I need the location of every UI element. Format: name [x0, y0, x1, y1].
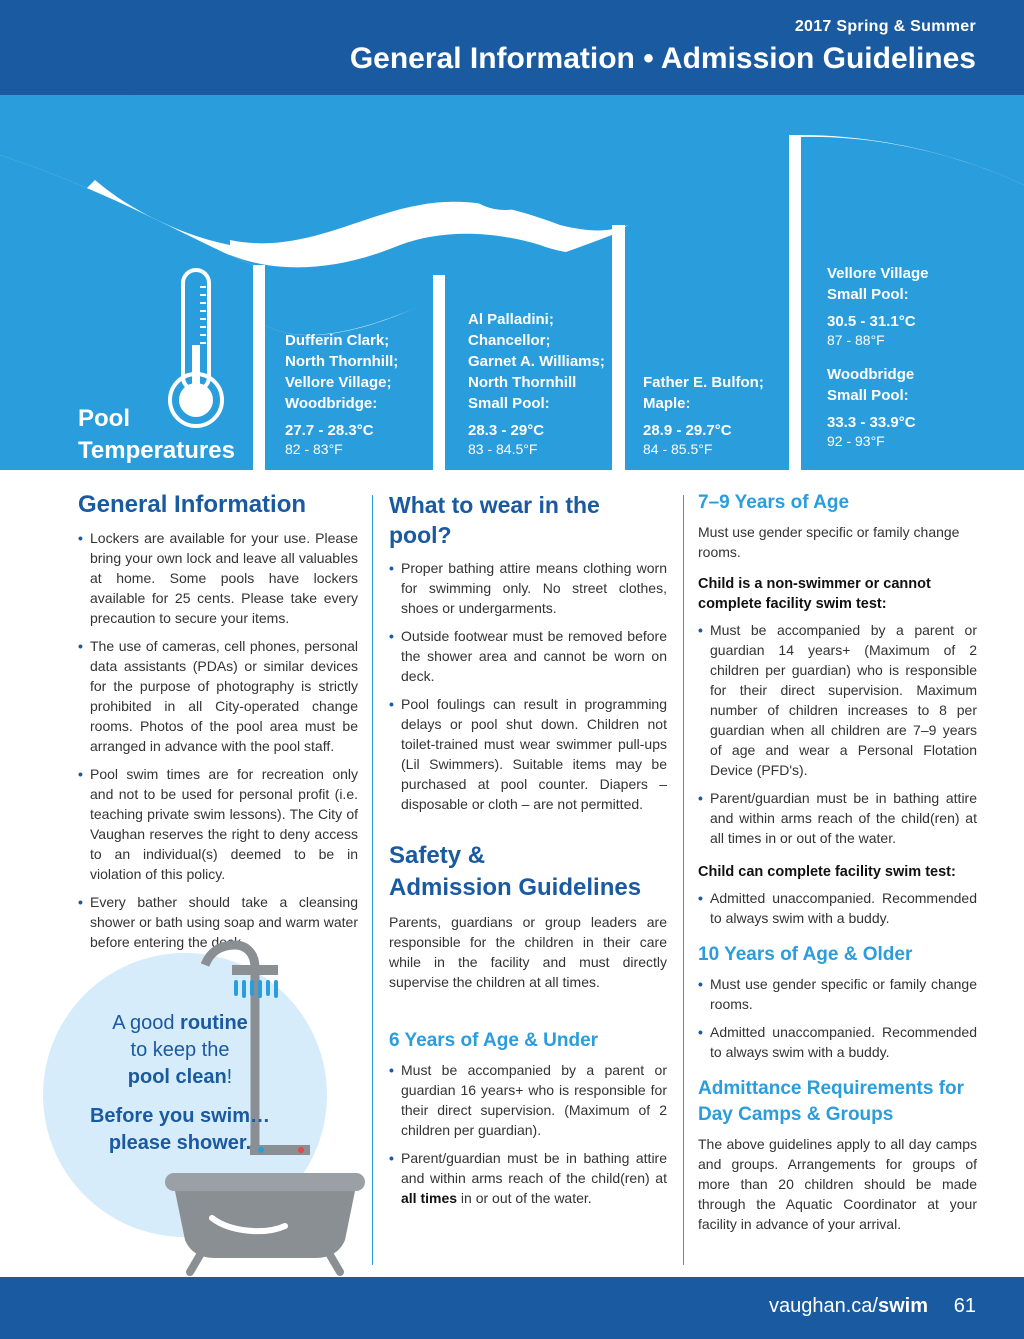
page-title: General Information • Admission Guidelines — [349, 42, 976, 75]
list-item: • Must use gender specific or family change rooms. — [698, 974, 977, 1014]
list-item — [389, 1148, 667, 1208]
bathtub-rim — [165, 1173, 365, 1191]
shower-line-emphasis: routine — [180, 1012, 248, 1034]
list-item: • Admitted unaccompanied. Recommended to always swim with a buddy. — [698, 1022, 977, 1062]
pool-name: Al Palladini; — [468, 311, 554, 328]
right-column — [698, 490, 977, 1234]
page-footer — [0, 1277, 1024, 1339]
pool-name: Small Pool: — [827, 387, 909, 404]
shower-line: please shower. — [108, 1132, 252, 1154]
list-item: • Must be accompanied by a parent or guardian 16 years+ who is responsible for their direct supervision. (Maximum of 2 children per guardian). — [389, 1060, 667, 1140]
what-to-wear-heading: What to wear in the pool? — [389, 492, 600, 548]
temp-fahrenheit: 82 - 83°F — [285, 441, 343, 457]
footer-url[interactable] — [769, 1295, 928, 1318]
non-swimmer-subheading: Child is a non-swimmer or cannot complete facility swim test: — [698, 576, 931, 612]
camps-text: The above guidelines apply to all day camps and groups. Arrangements for groups of more than 20 children should be made through the Aquatic Coordinator at your facility in advance of your arrival. — [698, 1136, 977, 1232]
pool-name: Maple: — [643, 395, 691, 412]
shower-line: Before you swim… — [89, 1105, 271, 1127]
footer-url-base: vaughan.ca/ — [768, 1295, 878, 1317]
list-item: • Parent/guardian must be in bathing attire and within arms reach of the child(ren) at all times in or out of the water. — [698, 788, 977, 848]
pool-name: Dufferin Clark; — [285, 332, 390, 349]
temp-fahrenheit: 87 - 88°F — [827, 332, 885, 348]
temp-column-2 — [468, 309, 605, 457]
list-item: • Pool swim times are for recreation only and not to be used for personal profit (i.e. teaching private swim lessons). The City of Vaughan reserves the right to deny access to an individual(s) deemed to be in violation of this policy. — [78, 764, 358, 884]
pool-name: North Thornhill; — [285, 353, 399, 370]
list-item: • Must be accompanied by a parent or guardian 14 years+ (Maximum of 2 children per guardian) who is responsible for their direct supervision. Maximum number of children increases to 8 per guardian when all children are 7–9 years of age and wear a Personal Flotation Device (PFD's). — [698, 620, 977, 780]
list-item-text: Parent/guardian must be in bathing attire and within arms reach of the child(ren) at — [401, 1150, 667, 1186]
temp-fahrenheit: 83 - 84.5°F — [468, 441, 538, 457]
temp-celsius: 28.3 - 29°C — [468, 422, 545, 439]
pool-name: Woodbridge — [827, 366, 915, 383]
shower-line: to keep the — [130, 1039, 230, 1061]
pool-label-line2: Temperatures — [78, 437, 235, 464]
pool-name: Chancellor; — [468, 332, 551, 349]
temp-celsius: 28.9 - 29.7°C — [643, 422, 732, 439]
list-item-emphasis: all times — [401, 1190, 458, 1206]
list-item: • Outside footwear must be removed before the shower area and cannot be worn on deck. — [389, 626, 667, 686]
footer-url-path: swim — [877, 1295, 928, 1317]
safety-heading — [389, 840, 667, 904]
list-item: • Lockers are available for your use. Please bring your own lock and leave all valuables at home. Some pools have lockers available for 25 cents. Please take every precaution to secure your items. — [78, 528, 358, 628]
pool-name: Small Pool: — [468, 395, 550, 412]
column-divider — [683, 495, 684, 1265]
age-7-9-intro: Must use gender specific or family change rooms. — [698, 524, 960, 560]
bathtub-icon — [175, 1191, 355, 1258]
list-item: • Admitted unaccompanied. Recommended to always swim with a buddy. — [698, 888, 977, 928]
season-label: 2017 Spring & Summer — [794, 18, 976, 35]
temp-column-1 — [285, 330, 398, 457]
general-information-heading: General Information — [78, 491, 307, 518]
pool-name: North Thornhill — [468, 374, 577, 391]
camps-heading-line1: Admittance Requirements for — [698, 1078, 965, 1099]
safety-heading-line2: Admission Guidelines — [389, 874, 642, 901]
middle-column — [389, 490, 667, 1208]
safety-intro: Parents, guardians or group leaders are responsible for the children in their care while in the facility and must directly supervise the children at all times. — [389, 914, 667, 990]
pool-name: Father E. Bulfon; — [643, 374, 764, 391]
temp-column-4 — [827, 263, 928, 449]
temp-celsius: 33.3 - 33.9°C — [827, 414, 916, 431]
shower-line: ! — [226, 1066, 233, 1088]
pool-name: Vellore Village; — [285, 374, 392, 391]
list-item: • Pool foulings can result in programming delays or pool shut down. Children not toilet-trained must wear swimmer pull-ups (Lil Swimmers). Suitable items may be purchased at pool counter. Diapers – disposable or cloth – are not permitted. — [389, 694, 667, 814]
column-divider — [372, 495, 373, 1265]
pool-name: Vellore Village — [827, 265, 929, 282]
pool-temperature-hero — [0, 95, 1024, 475]
list-item-text: in or out of the water. — [457, 1190, 592, 1206]
age-7-9-heading: 7–9 Years of Age — [698, 492, 850, 513]
age-10-heading: 10 Years of Age & Older — [698, 944, 913, 965]
swimmer-head — [450, 100, 560, 210]
temp-celsius: 27.7 - 28.3°C — [285, 422, 374, 439]
shower-message — [70, 1010, 290, 1157]
pool-label-line1: Pool — [78, 405, 130, 432]
list-item: • The use of cameras, cell phones, personal data assistants (PDAs) or similar devices for the purpose of photography is strictly prohibited in all City-operated change rooms. Photos of the pool area must be arranged in advance with the pool staff. — [78, 636, 358, 756]
camps-heading-line2: Day Camps & Groups — [698, 1104, 894, 1125]
general-information-section — [78, 490, 358, 952]
pool-name: Woodbridge: — [285, 395, 378, 412]
list-item: • Proper bathing attire means clothing worn for swimming only. No street clothes, shoes or undergarments. — [389, 558, 667, 618]
shower-line-emphasis: pool clean — [127, 1066, 227, 1088]
pool-temperatures-label — [78, 403, 235, 467]
temp-celsius: 30.5 - 31.1°C — [827, 313, 916, 330]
camps-heading — [698, 1076, 977, 1128]
pool-name: Garnet A. Williams; — [468, 353, 605, 370]
page-header — [0, 0, 1024, 95]
list-item: • Every bather should take a cleansing shower or bath using soap and warm water before entering the deck. — [78, 892, 358, 952]
page-number: 61 — [953, 1295, 976, 1317]
safety-heading-line1: Safety & — [389, 842, 486, 869]
shower-head-icon — [232, 965, 278, 975]
shower-line: A good — [112, 1012, 181, 1034]
temp-column-3 — [643, 372, 764, 457]
temp-fahrenheit: 84 - 85.5°F — [643, 441, 713, 457]
under-6-heading: 6 Years of Age & Under — [389, 1030, 599, 1051]
swimmer-subheading: Child can complete facility swim test: — [698, 864, 956, 880]
pool-name: Small Pool: — [827, 286, 909, 303]
temp-fahrenheit: 92 - 93°F — [827, 433, 885, 449]
